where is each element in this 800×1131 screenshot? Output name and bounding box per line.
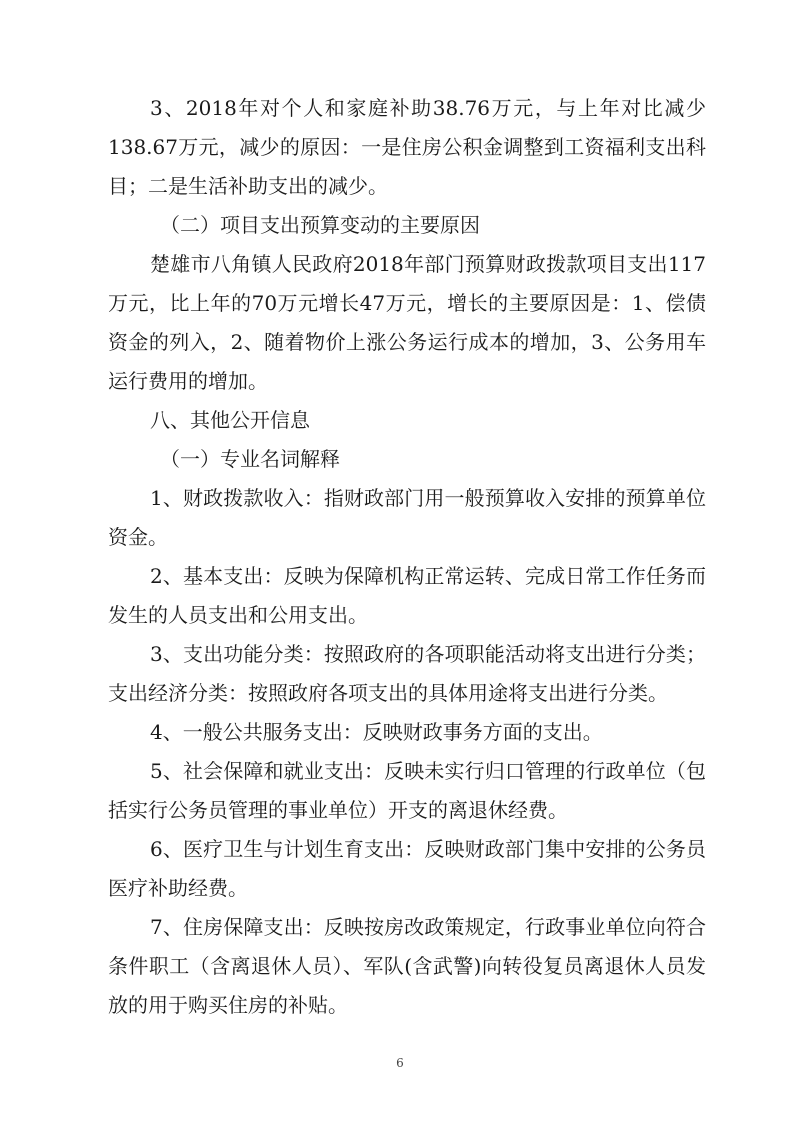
page-number: 6 xyxy=(396,1056,404,1070)
document-body xyxy=(108,89,706,1025)
paragraph-personal-family-subsidy: 3、2018年对个人和家庭补助38.76万元，与上年对比减少138.67万元，减少的原因：一是住房公积金调整到工资福利支出科目；二是生活补助支出的减少。 xyxy=(108,96,706,198)
paragraph-project-expenditure: 楚雄市八角镇人民政府2018年部门预算财政拨款项目支出117万元，比上年的70万元增长47万元，增长的主要原因是：1、偿债资金的列入，2、随着物价上涨公务运行成本的增加，3、公务用车运行费用的增加。 xyxy=(108,252,706,393)
term-housing-security: 7、住房保障支出：反映按房改政策规定，行政事业单位向符合条件职工（含离退休人员）、军队(含武警)向转役复员离退休人员发放的用于购买住房的补贴。 xyxy=(108,915,706,1017)
term-basic-expenditure: 2、基本支出：反映为保障机构正常运转、完成日常工作任务而发生的人员支出和公用支出。 xyxy=(108,564,706,627)
term-health-family-planning: 6、医疗卫生与计划生育支出：反映财政部门集中安排的公务员医疗补助经费。 xyxy=(108,837,706,900)
term-fiscal-appropriation-income: 1、财政拨款收入：指财政部门用一般预算收入安排的预算单位资金。 xyxy=(108,486,706,549)
subheading-term-explanations: （一）专业名词解释 xyxy=(160,447,340,471)
term-general-public-services: 4、一般公共服务支出：反映财政事务方面的支出。 xyxy=(150,720,603,744)
term-expenditure-classification: 3、支出功能分类：按照政府的各项职能活动将支出进行分类；支出经济分类：按照政府各项支出的具体用途将支出进行分类。 xyxy=(108,642,706,705)
section-heading-other-info: 八、其他公开信息 xyxy=(150,408,310,432)
subheading-project-expenditure-reasons: （二）项目支出预算变动的主要原因 xyxy=(160,213,480,237)
term-social-security-employment: 5、社会保障和就业支出：反映未实行归口管理的行政单位（包括实行公务员管理的事业单位）开支的离退休经费。 xyxy=(108,759,706,822)
